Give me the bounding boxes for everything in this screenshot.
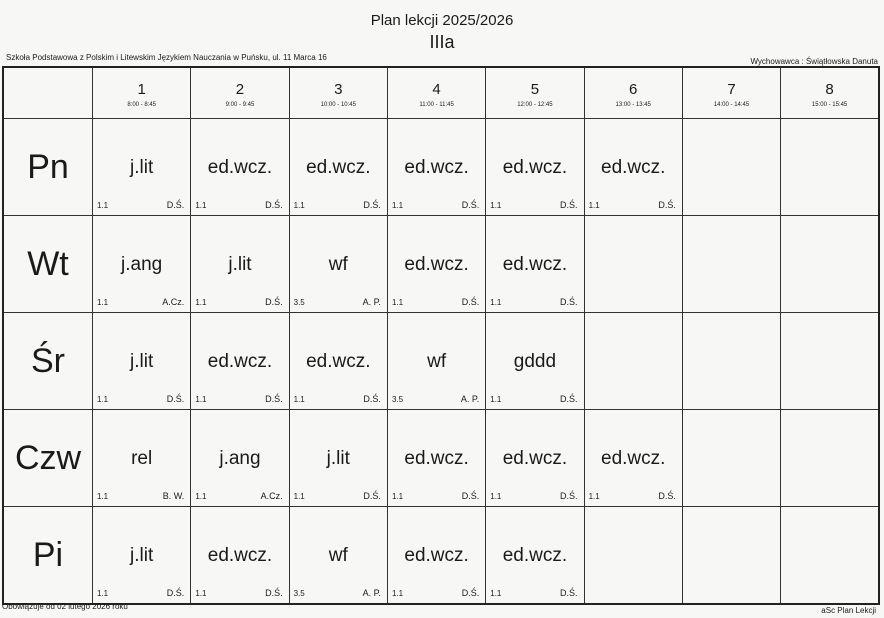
lesson-subject: ed.wcz. — [404, 254, 469, 275]
lesson-teacher: D.Ś. — [658, 200, 676, 210]
lesson-subject: j.lit — [130, 351, 154, 372]
empty-cell — [584, 313, 682, 410]
empty-cell — [682, 410, 780, 507]
generator-credit: aSc Plan Lekcji — [821, 606, 876, 615]
period-time: 9:00 - 9:45 — [225, 101, 255, 108]
lesson-cell — [584, 410, 682, 507]
lesson-teacher: D.Ś. — [461, 491, 480, 501]
lesson-subject: j.lit — [130, 545, 154, 566]
lesson-subject: ed.wcz. — [306, 157, 371, 178]
lesson-teacher: D.Ś. — [265, 588, 283, 598]
lesson-cell — [387, 119, 485, 216]
lesson-teacher: D.Ś. — [560, 394, 578, 404]
period-header — [486, 67, 584, 119]
lesson-subject: ed.wcz. — [502, 545, 568, 566]
lesson-cell — [486, 119, 584, 216]
lesson-cell — [191, 410, 289, 507]
lesson-subject: ed.wcz. — [306, 351, 371, 372]
day-row-sr — [3, 313, 879, 410]
empty-cell — [682, 313, 780, 410]
period-number: 4 — [432, 80, 441, 98]
lesson-room: 1.1 — [588, 492, 600, 501]
lesson-room: 1.1 — [391, 201, 404, 210]
lesson-room: 1.1 — [391, 492, 404, 501]
lesson-cell — [289, 410, 387, 507]
empty-cell — [781, 216, 879, 313]
lesson-cell — [93, 313, 191, 410]
corner-cell — [3, 67, 93, 119]
lesson-room: 1.1 — [391, 589, 404, 598]
period-header — [93, 67, 191, 119]
period-time: 15:00 - 15:45 — [811, 101, 848, 108]
period-header — [682, 67, 780, 119]
lesson-room: 1.1 — [588, 201, 600, 210]
period-header — [289, 67, 387, 119]
day-label: Pn — [3, 119, 93, 216]
lesson-cell — [93, 216, 191, 313]
lesson-room: 1.1 — [195, 395, 207, 404]
period-number: 6 — [629, 80, 638, 98]
class-name: IIIa — [429, 32, 455, 52]
lesson-teacher: D.Ś. — [560, 491, 578, 501]
homeroom-teacher: Wychowawca : Świątłowska Danuta — [750, 57, 878, 66]
lesson-subject: j.ang — [219, 448, 261, 469]
lesson-room: 3.5 — [293, 298, 305, 307]
lesson-room: 1.1 — [490, 589, 502, 598]
lesson-room: 1.1 — [293, 395, 305, 404]
empty-cell — [584, 507, 682, 605]
period-header — [191, 67, 289, 119]
day-label: Czw — [3, 410, 93, 507]
lesson-room: 1.1 — [195, 492, 207, 501]
lesson-room: 1.1 — [97, 589, 109, 598]
lesson-cell — [486, 216, 584, 313]
day-label: Pi — [3, 507, 93, 605]
lesson-room: 1.1 — [97, 492, 109, 501]
lesson-room: 1.1 — [490, 492, 502, 501]
period-time: 14:00 - 14:45 — [713, 101, 750, 108]
valid-from-note: Obowiązuje od 02 lutego 2026 roku — [2, 602, 128, 611]
lesson-room: 1.1 — [97, 201, 109, 210]
lesson-teacher: D.Ś. — [363, 200, 381, 210]
lesson-subject: ed.wcz. — [502, 448, 568, 469]
lesson-room: 3.5 — [293, 589, 305, 598]
lesson-cell — [387, 410, 485, 507]
lesson-room: 3.5 — [391, 395, 404, 404]
lesson-room: 1.1 — [293, 201, 305, 210]
lesson-subject: wf — [427, 351, 447, 372]
lesson-teacher: D.Ś. — [166, 200, 185, 210]
day-label: Wt — [3, 216, 93, 313]
school-name: Szkoła Podstawowa z Polskim i Litewskim Językiem Nauczania w Puńsku, ul. 11 Marca 16 — [6, 53, 327, 62]
lesson-room: 1.1 — [490, 395, 502, 404]
plan-title: Plan lekcji 2025/2026 — [370, 12, 514, 29]
lesson-subject: ed.wcz. — [502, 157, 568, 178]
lesson-teacher: D.Ś. — [166, 588, 185, 598]
lesson-cell — [486, 313, 584, 410]
lesson-teacher: A.Cz. — [260, 491, 283, 501]
lesson-subject: ed.wcz. — [404, 448, 469, 469]
day-row-czw — [3, 410, 879, 507]
lesson-subject: ed.wcz. — [207, 545, 273, 566]
lesson-teacher: D.Ś. — [363, 394, 381, 404]
empty-cell — [682, 119, 780, 216]
empty-cell — [682, 216, 780, 313]
lesson-cell — [93, 410, 191, 507]
lesson-teacher: D.Ś. — [461, 200, 480, 210]
period-number: 2 — [235, 80, 245, 98]
lesson-subject: ed.wcz. — [601, 157, 666, 178]
lesson-cell — [93, 507, 191, 605]
lesson-cell — [93, 119, 191, 216]
lesson-cell — [191, 216, 289, 313]
lesson-cell — [289, 216, 387, 313]
lesson-subject: ed.wcz. — [404, 157, 469, 178]
day-row-pn — [3, 119, 879, 216]
lesson-subject: j.lit — [228, 254, 252, 275]
lesson-room: 1.1 — [490, 201, 502, 210]
period-header — [387, 67, 485, 119]
lesson-teacher: D.Ś. — [166, 394, 185, 404]
day-row-wt — [3, 216, 879, 313]
lesson-teacher: A. P. — [460, 394, 480, 404]
lesson-subject: j.lit — [130, 157, 154, 178]
lesson-teacher: B. W. — [162, 491, 185, 501]
lesson-cell — [191, 119, 289, 216]
period-number: 5 — [530, 80, 540, 98]
lesson-teacher: D.Ś. — [265, 394, 283, 404]
lesson-room: 1.1 — [195, 201, 207, 210]
lesson-teacher: D.Ś. — [560, 588, 578, 598]
lesson-cell — [584, 119, 682, 216]
lesson-cell — [486, 507, 584, 605]
lesson-teacher: D.Ś. — [560, 297, 578, 307]
lesson-room: 1.1 — [195, 298, 207, 307]
day-label: Śr — [3, 313, 93, 410]
lesson-subject: rel — [131, 448, 153, 469]
period-header-row — [3, 67, 879, 119]
period-time: 13:00 - 13:45 — [615, 101, 651, 108]
lesson-teacher: D.Ś. — [461, 588, 480, 598]
period-time: 12:00 - 12:45 — [517, 101, 553, 108]
lesson-cell — [387, 313, 485, 410]
lesson-room: 1.1 — [195, 589, 207, 598]
lesson-teacher: D.Ś. — [265, 297, 283, 307]
empty-cell — [682, 507, 780, 605]
lesson-cell — [289, 313, 387, 410]
empty-cell — [781, 507, 879, 605]
lesson-cell — [486, 410, 584, 507]
lesson-room: 1.1 — [490, 298, 502, 307]
lesson-teacher: D.Ś. — [265, 200, 283, 210]
lesson-teacher: D.Ś. — [658, 491, 676, 501]
lesson-subject: wf — [328, 254, 348, 275]
empty-cell — [781, 313, 879, 410]
lesson-cell — [289, 507, 387, 605]
lesson-room: 1.1 — [293, 492, 305, 501]
period-number: 1 — [137, 80, 146, 98]
period-number: 7 — [727, 80, 736, 98]
period-number: 3 — [334, 80, 343, 98]
period-time: 10:00 - 10:45 — [320, 101, 356, 108]
lesson-teacher: D.Ś. — [461, 297, 480, 307]
period-time: 8:00 - 8:45 — [127, 101, 156, 108]
period-header — [584, 67, 682, 119]
period-number: 8 — [825, 80, 834, 98]
empty-cell — [584, 216, 682, 313]
lesson-cell — [387, 507, 485, 605]
lesson-teacher: A. P. — [362, 297, 381, 307]
lesson-teacher: D.Ś. — [363, 491, 381, 501]
timetable — [2, 66, 880, 605]
day-row-pi — [3, 507, 879, 605]
lesson-subject: ed.wcz. — [404, 545, 469, 566]
lesson-subject: ed.wcz. — [207, 157, 273, 178]
lesson-subject: gddd — [513, 351, 557, 372]
period-time: 11:00 - 11:45 — [419, 101, 454, 108]
lesson-cell — [387, 216, 485, 313]
lesson-room: 1.1 — [97, 298, 109, 307]
lesson-teacher: A. P. — [362, 588, 381, 598]
lesson-room: 1.1 — [97, 395, 109, 404]
lesson-teacher: A.Cz. — [162, 297, 185, 307]
lesson-cell — [191, 507, 289, 605]
lesson-cell — [289, 119, 387, 216]
empty-cell — [781, 119, 879, 216]
lesson-subject: ed.wcz. — [207, 351, 273, 372]
period-header — [781, 67, 879, 119]
lesson-cell — [191, 313, 289, 410]
lesson-subject: ed.wcz. — [502, 254, 568, 275]
lesson-subject: j.lit — [326, 448, 350, 469]
lesson-subject: ed.wcz. — [601, 448, 666, 469]
lesson-teacher: D.Ś. — [560, 200, 578, 210]
lesson-subject: wf — [328, 545, 348, 566]
empty-cell — [781, 410, 879, 507]
lesson-room: 1.1 — [391, 298, 404, 307]
lesson-subject: j.ang — [121, 254, 163, 275]
